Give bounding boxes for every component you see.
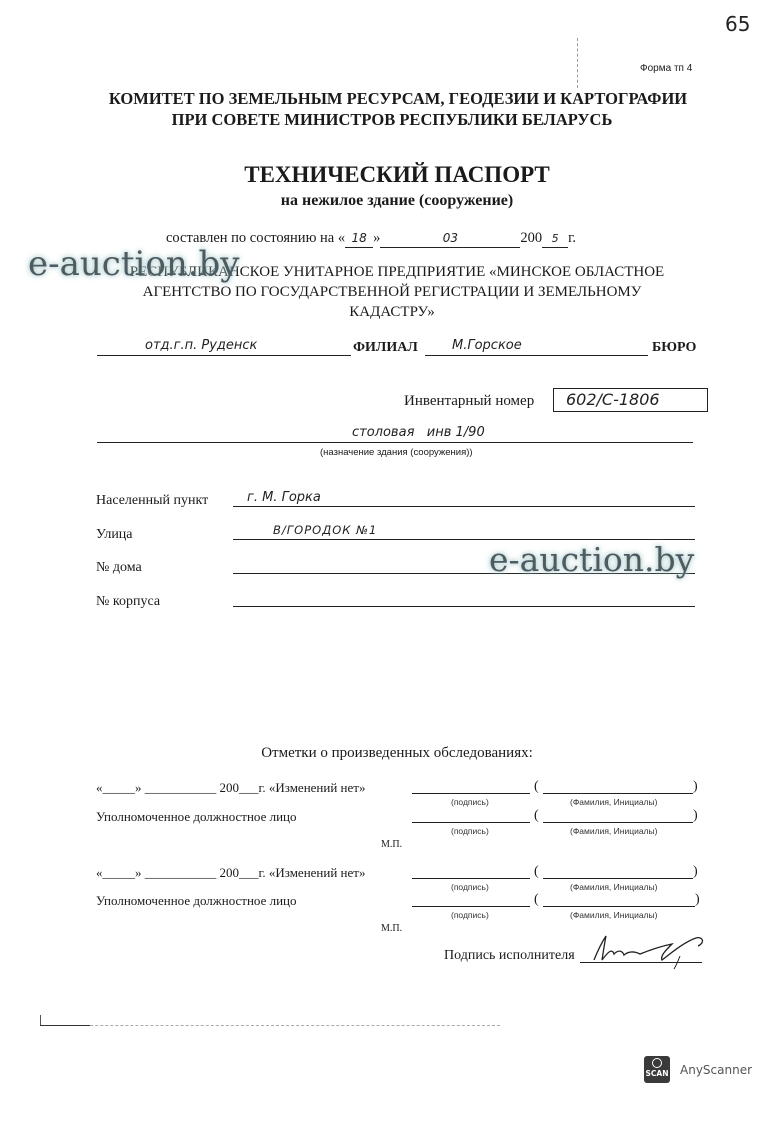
paren-open: ( bbox=[534, 779, 539, 794]
branch-value: отд.г.п. Руденск bbox=[145, 338, 258, 353]
inspection-1-name-line[interactable] bbox=[543, 793, 693, 794]
date-year-field[interactable] bbox=[542, 230, 568, 248]
document-title: ТЕХНИЧЕСКИЙ ПАСПОРТ bbox=[244, 162, 550, 187]
form-label: Форма тп 4 bbox=[640, 63, 693, 74]
inspection-2-name-caption: (Фамилия, Инициалы) bbox=[570, 882, 658, 892]
inspection-2-official-name-caption: (Фамилия, Инициалы) bbox=[570, 910, 658, 920]
page-bottom-edge-tick bbox=[40, 1015, 41, 1025]
inspection-1-name-caption: (Фамилия, Инициалы) bbox=[570, 797, 658, 807]
purpose-caption: (назначение здания (сооружения)) bbox=[320, 447, 473, 458]
date-month-field[interactable] bbox=[380, 230, 520, 248]
street-value: В/ГОРОДОК №1 bbox=[273, 523, 378, 537]
inspection-1-official-name-caption: (Фамилия, Инициалы) bbox=[570, 826, 658, 836]
street-label: Улица bbox=[96, 527, 133, 542]
settlement-value: г. М. Горка bbox=[247, 490, 321, 505]
date-prefix: составлен по состоянию на « bbox=[166, 230, 346, 246]
inspection-2-signature-line[interactable] bbox=[412, 878, 530, 879]
building-number-label: № корпуса bbox=[96, 594, 161, 609]
inspection-2-official-name-line[interactable] bbox=[543, 906, 695, 907]
paren-close: ) bbox=[693, 779, 698, 794]
house-number-label: № дома bbox=[96, 560, 142, 575]
date-suffix: г. bbox=[568, 230, 577, 246]
paren-open: ( bbox=[534, 864, 539, 879]
inspection-1-sign-caption: (подпись) bbox=[451, 797, 489, 807]
date-year-value: 5 bbox=[551, 232, 559, 245]
paren-close: ) bbox=[695, 892, 700, 907]
executor-signature-label: Подпись исполнителя bbox=[444, 948, 575, 963]
executor-signature-icon bbox=[588, 928, 713, 970]
inspection-2-date: «_____» ___________ 200___г. «Изменений нет» bbox=[96, 865, 366, 880]
settlement-field-line[interactable] bbox=[233, 506, 695, 507]
inspection-2-official-signature-line[interactable] bbox=[412, 906, 530, 907]
bureau-label: БЮРО bbox=[652, 340, 697, 355]
inventory-value: 602/С-1806 bbox=[566, 390, 660, 409]
page-bottom-edge-solid bbox=[40, 1025, 90, 1026]
paren-close: ) bbox=[693, 808, 698, 823]
watermark-top: e-auction.by bbox=[28, 244, 240, 284]
branch-label: ФИЛИАЛ bbox=[353, 340, 418, 355]
scanner-badge: SCAN bbox=[645, 1069, 669, 1078]
page-number: 65 bbox=[725, 12, 751, 36]
paren-open: ( bbox=[534, 808, 539, 823]
page-edge-mark bbox=[577, 38, 578, 88]
date-day-value: 18 bbox=[351, 231, 367, 245]
date-mid: » bbox=[373, 230, 381, 246]
page-bottom-edge bbox=[40, 1025, 500, 1026]
building-number-field-line[interactable] bbox=[233, 606, 695, 607]
inspection-1-signature-line[interactable] bbox=[412, 793, 530, 794]
settlement-label: Населенный пункт bbox=[96, 493, 209, 508]
inspection-1-official-signature-line[interactable] bbox=[412, 822, 530, 823]
branch-field-line[interactable] bbox=[97, 355, 351, 356]
bureau-value: М.Горское bbox=[452, 338, 522, 353]
inspection-1-official-name-line[interactable] bbox=[543, 822, 693, 823]
committee-line-2: ПРИ СОВЕТЕ МИНИСТРОВ РЕСПУБЛИКИ БЕЛАРУСЬ bbox=[171, 110, 613, 129]
inspection-2-official-sign-caption: (подпись) bbox=[451, 910, 489, 920]
watermark-middle: e-auction.by bbox=[489, 540, 695, 579]
inspection-1-stamp: М.П. bbox=[381, 839, 403, 850]
inspection-2-stamp: М.П. bbox=[381, 923, 403, 934]
inspection-2-official: Уполномоченное должностное лицо bbox=[96, 893, 297, 908]
scanner-logo bbox=[644, 1056, 670, 1083]
scanner-logo-icon bbox=[652, 1058, 662, 1068]
inspection-2-sign-caption: (подпись) bbox=[451, 882, 489, 892]
bureau-field-line[interactable] bbox=[425, 355, 648, 356]
inventory-box[interactable] bbox=[553, 388, 708, 412]
date-month-value: 03 bbox=[442, 231, 458, 245]
enterprise-line-3: КАДАСТРУ» bbox=[349, 304, 435, 320]
document-subtitle: на нежилое здание (сооружение) bbox=[280, 192, 514, 209]
purpose-field-line[interactable] bbox=[97, 442, 693, 443]
paren-open: ( bbox=[534, 892, 539, 907]
inspection-1-official: Уполномоченное должностное лицо bbox=[96, 809, 297, 824]
inventory-label: Инвентарный номер bbox=[404, 393, 535, 409]
inspection-1-date: «_____» ___________ 200___г. «Изменений нет» bbox=[96, 780, 366, 795]
scanner-name: AnyScanner bbox=[680, 1063, 753, 1077]
enterprise-line-2: АГЕНТСТВО ПО ГОСУДАРСТВЕННОЙ РЕГИСТРАЦИИ И ЗЕМЕЛЬНОМУ bbox=[142, 284, 642, 300]
enterprise-line-1: РЕСПУБЛИКАНСКОЕ УНИТАРНОЕ ПРЕДПРИЯТИЕ «МИНСКОЕ ОБЛАСТНОЕ bbox=[129, 264, 665, 280]
purpose-value: столовая инв 1/90 bbox=[352, 425, 485, 440]
inspection-1-official-sign-caption: (подпись) bbox=[451, 826, 489, 836]
paren-close: ) bbox=[693, 864, 698, 879]
committee-line-1: КОМИТЕТ ПО ЗЕМЕЛЬНЫМ РЕСУРСАМ, ГЕОДЕЗИИ И КАРТОГРАФИИ bbox=[108, 89, 688, 108]
date-year-prefix: 200 bbox=[520, 230, 543, 246]
inspections-title: Отметки о произведенных обследованиях: bbox=[261, 745, 533, 761]
inspection-2-name-line[interactable] bbox=[543, 878, 693, 879]
date-day-field[interactable] bbox=[345, 230, 373, 248]
